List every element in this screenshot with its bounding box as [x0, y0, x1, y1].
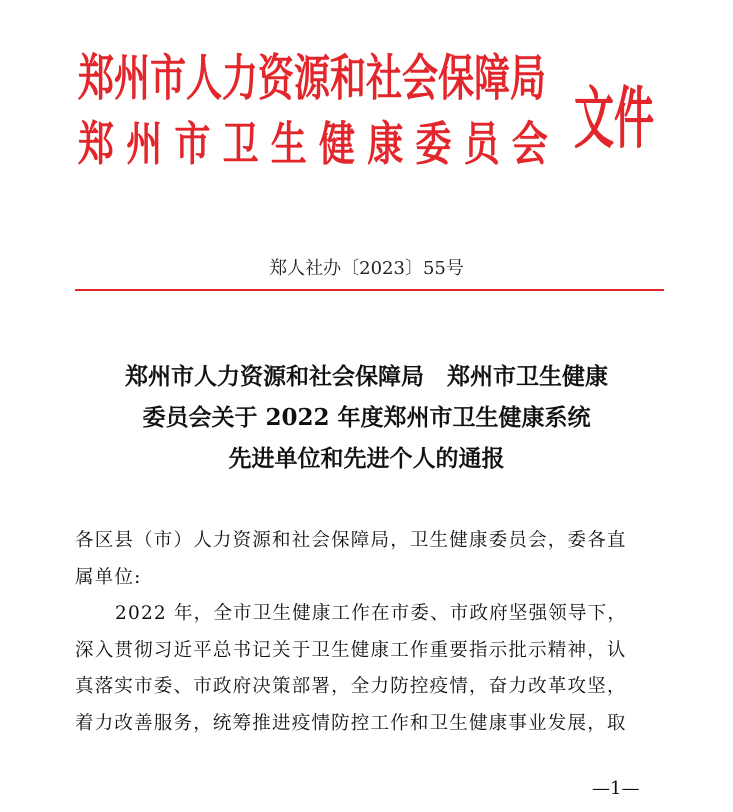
document-number: 郑人社办〔2023〕55号: [269, 258, 464, 279]
body-line: 属单位:: [75, 566, 142, 588]
body-line: 各区县（市）人力资源和社会保障局，卫生健康委员会，委各直: [75, 530, 627, 551]
body-line: 2022 年，全市卫生健康工作在市委、市政府坚强领导下，: [115, 603, 628, 624]
title-line-1: 郑州市人力资源和社会保障局 郑州市卫生健康: [125, 363, 608, 390]
title-line-3: 先进单位和先进个人的通报: [228, 445, 505, 472]
body-line: 深入贯彻习近平总书记关于卫生健康工作重要指示批示精神，认: [75, 639, 627, 661]
issuer-name-hrss: 郑州市人力资源和社会保障局: [78, 49, 547, 108]
body-line: 真落实市委、市政府决策部署，全力防控疫情，奋力改革攻坚，: [75, 676, 627, 697]
title-line-2: 委员会关于 2022 年度郑州市卫生健康系统: [142, 404, 591, 431]
document-body: [75, 523, 665, 742]
file-word: 文件: [574, 79, 654, 159]
red-divider: [75, 289, 664, 291]
body-line: 着力改善服务，统筹推进疫情防控工作和卫生健康事业发展，取: [75, 712, 627, 734]
document-title: [0, 356, 733, 479]
issuer-name-health-commission: 郑州市卫生健康委员会: [78, 117, 561, 172]
page-number: —1—: [592, 778, 640, 799]
